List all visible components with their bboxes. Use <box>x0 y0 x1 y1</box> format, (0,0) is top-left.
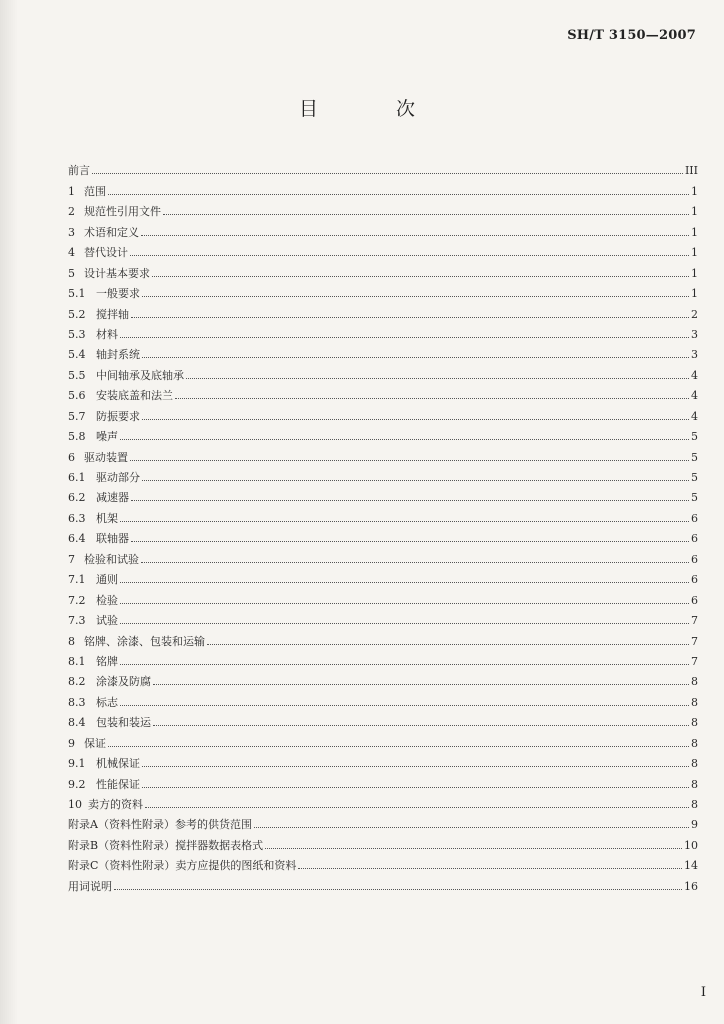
toc-leader-dots <box>114 889 682 890</box>
toc-entry-title: 机架 <box>96 511 118 525</box>
toc-entry-title: 规范性引用文件 <box>84 205 161 219</box>
toc-leader-dots <box>120 623 689 624</box>
toc-entry[interactable] <box>68 403 698 423</box>
toc-leader-dots <box>108 746 689 747</box>
toc-entry-title: 替代设计 <box>84 246 128 260</box>
toc-entry-title: 通则 <box>96 573 118 587</box>
toc-entry-page: 1 <box>691 205 698 219</box>
toc-leader-dots <box>175 398 689 399</box>
toc-entry-title: 轴封系统 <box>96 348 140 362</box>
toc-entry-number: 7 <box>68 552 75 566</box>
toc-entry-page: 6 <box>691 552 698 566</box>
toc-entry-number: 9.2 <box>68 777 86 791</box>
toc-entry[interactable] <box>68 424 698 444</box>
toc-entry[interactable] <box>68 689 698 709</box>
toc-entry-page: 16 <box>684 879 698 893</box>
toc-entry-number: 6.4 <box>68 532 86 546</box>
toc-entry-title: 搅拌轴 <box>96 307 129 321</box>
toc-entry-title: 附录B（资料性附录）搅拌器数据表格式 <box>68 838 264 852</box>
toc-leader-dots <box>142 766 689 767</box>
toc-entry-page: 2 <box>691 307 698 321</box>
toc-entry[interactable] <box>68 751 698 771</box>
toc-leader-dots <box>207 644 689 645</box>
toc-entry-number: 5.6 <box>68 389 86 403</box>
toc-entry-number: 9 <box>68 736 75 750</box>
toc-entry[interactable] <box>68 832 698 852</box>
toc-leader-dots <box>120 439 689 440</box>
toc-entry[interactable] <box>68 158 698 178</box>
toc-leader-dots <box>153 725 689 726</box>
toc-entry-title: 机械保证 <box>96 757 140 771</box>
toc-entry[interactable] <box>68 608 698 628</box>
toc-leader-dots <box>142 419 689 420</box>
toc-entry[interactable] <box>68 219 698 239</box>
toc-entry-title: 保证 <box>84 736 106 750</box>
standard-number: SH/T 3150—2007 <box>567 28 696 43</box>
toc-entry-title: 设计基本要求 <box>84 266 150 280</box>
toc-entry-title: 一般要求 <box>96 287 140 301</box>
toc-entry-number: 8.4 <box>68 716 86 730</box>
toc-leader-dots <box>265 848 682 849</box>
toc-entry-page: 5 <box>691 491 698 505</box>
toc-entry-title: 铭牌、涂漆、包装和运输 <box>84 634 205 648</box>
toc-entry-page: 9 <box>691 818 698 832</box>
toc-entry-page: 1 <box>691 287 698 301</box>
toc-entry-number: 2 <box>68 205 75 219</box>
toc-leader-dots <box>92 173 683 174</box>
toc-entry-title: 试验 <box>96 614 118 628</box>
toc-leader-dots <box>120 705 689 706</box>
toc-entry-number: 1 <box>68 184 75 198</box>
toc-entry-title: 驱动装置 <box>84 450 128 464</box>
toc-entry[interactable] <box>68 669 698 689</box>
toc-entry[interactable] <box>68 567 698 587</box>
toc-entry[interactable] <box>68 853 698 873</box>
toc-entry-number: 5.8 <box>68 430 86 444</box>
toc-leader-dots <box>108 194 689 195</box>
toc-entry[interactable] <box>68 465 698 485</box>
toc-entry[interactable] <box>68 649 698 669</box>
toc-entry-title: 附录A（资料性附录）参考的供货范围 <box>68 818 252 832</box>
toc-entry-page: 7 <box>691 654 698 668</box>
toc-entry[interactable] <box>68 322 698 342</box>
toc-entry-title: 包装和装运 <box>96 716 151 730</box>
toc-entry-title: 防振要求 <box>96 409 140 423</box>
toc-entry[interactable] <box>68 178 698 198</box>
toc-entry-number: 8.1 <box>68 654 86 668</box>
toc-entry-page: 5 <box>691 450 698 464</box>
toc-entry-page: 4 <box>691 409 698 423</box>
toc-entry-number: 5.3 <box>68 327 86 341</box>
toc-entry-number: 6 <box>68 450 75 464</box>
toc-entry-page: 4 <box>691 368 698 382</box>
toc-leader-dots <box>141 235 689 236</box>
toc-entry-number: 5.5 <box>68 368 86 382</box>
footer-page-number: I <box>700 985 706 1000</box>
toc-entry-title: 噪声 <box>96 430 118 444</box>
toc-entry-page: 7 <box>691 634 698 648</box>
toc-entry-title: 材料 <box>96 327 118 341</box>
toc-entry-title: 性能保证 <box>96 777 140 791</box>
toc-entry-page: 1 <box>691 184 698 198</box>
toc-entry-page: 6 <box>691 511 698 525</box>
toc-entry[interactable] <box>68 730 698 750</box>
toc-entry-number: 10 <box>68 798 82 811</box>
toc-entry-page: 6 <box>691 532 698 546</box>
toc-entry-number: 5 <box>68 266 75 280</box>
toc-leader-dots <box>142 296 689 297</box>
toc-leader-dots <box>120 582 689 583</box>
toc-entry-number: 4 <box>68 246 75 260</box>
toc-entry-number: 7.1 <box>68 573 86 587</box>
toc-entry-number: 7.3 <box>68 614 86 628</box>
toc-entry[interactable] <box>68 240 698 260</box>
toc-entry[interactable] <box>68 526 698 546</box>
toc-entry[interactable] <box>68 505 698 525</box>
toc-entry-title: 联轴器 <box>96 532 129 546</box>
toc-entry-page: 4 <box>691 389 698 403</box>
toc-leader-dots <box>153 684 689 685</box>
toc-entry-page: 1 <box>691 246 698 260</box>
toc-entry[interactable] <box>68 383 698 403</box>
toc-leader-dots <box>131 500 689 501</box>
toc-leader-dots <box>186 378 689 379</box>
toc-leader-dots <box>130 255 689 256</box>
toc-entry-title: 范围 <box>84 184 106 198</box>
toc-leader-dots <box>142 480 689 481</box>
toc-entry-number: 5.4 <box>68 348 86 362</box>
toc-leader-dots <box>141 562 689 563</box>
toc-entry-page: 7 <box>691 614 698 628</box>
toc-entry-title: 标志 <box>96 695 118 709</box>
toc-title: 目 次 <box>298 98 452 120</box>
toc-entry-number: 5.7 <box>68 409 86 423</box>
toc-leader-dots <box>120 521 689 522</box>
toc-leader-dots <box>152 276 689 277</box>
toc-entry-page: 3 <box>691 327 698 341</box>
toc-entry-title: 减速器 <box>96 491 129 505</box>
toc-entry-title: 卖方的资料 <box>88 798 143 811</box>
toc-entry-page: 6 <box>691 593 698 607</box>
toc-entry-page: 8 <box>691 736 698 750</box>
toc-entry-title: 安装底盖和法兰 <box>96 389 173 403</box>
toc-entry-number: 6.1 <box>68 471 86 484</box>
toc-entry[interactable] <box>68 873 698 893</box>
toc-entry-page: 5 <box>691 471 698 484</box>
toc-entry-page: 8 <box>691 777 698 791</box>
toc-entry-page: 1 <box>691 225 698 239</box>
toc-leader-dots <box>131 317 689 318</box>
toc-entry-number: 8.2 <box>68 675 86 689</box>
toc-leader-dots <box>120 664 689 665</box>
toc-entry-page: 5 <box>691 430 698 444</box>
toc-entry-title: 前言 <box>68 164 90 178</box>
toc-entry[interactable] <box>68 281 698 301</box>
toc-entry-page: 1 <box>691 266 698 280</box>
toc-entry-page: 3 <box>691 348 698 362</box>
toc-entry-number: 9.1 <box>68 757 86 771</box>
toc-entry-page: 8 <box>691 695 698 709</box>
toc-entry-number: 5.2 <box>68 307 86 321</box>
toc-entry-title: 检验和试验 <box>84 552 139 566</box>
toc-leader-dots <box>298 868 682 869</box>
toc-entry-number: 6.2 <box>68 491 86 505</box>
toc-leader-dots <box>130 460 689 461</box>
toc-leader-dots <box>131 541 689 542</box>
toc-entry-page: 14 <box>684 859 698 873</box>
toc-leader-dots <box>254 827 689 828</box>
toc-entry-title: 涂漆及防腐 <box>96 675 151 689</box>
toc-entry-title: 用词说明 <box>68 879 112 893</box>
toc-leader-dots <box>142 787 689 788</box>
toc-entry[interactable] <box>68 771 698 791</box>
toc-entry[interactable] <box>68 812 698 832</box>
toc-entry-title: 中间轴承及底轴承 <box>96 368 184 382</box>
toc-entry-title: 铭牌 <box>96 654 118 668</box>
toc-entry-page: 8 <box>691 798 698 811</box>
toc-entry-title: 附录C（资料性附录）卖方应提供的图纸和资料 <box>68 859 297 873</box>
toc-entry-page: 8 <box>691 675 698 689</box>
toc-entry-page: 6 <box>691 573 698 587</box>
toc-entry[interactable] <box>68 362 698 382</box>
toc-leader-dots <box>142 357 689 358</box>
toc-entry-number: 5.1 <box>68 287 86 301</box>
toc-entry[interactable] <box>68 485 698 505</box>
toc-entry-page: 8 <box>691 757 698 771</box>
toc-entry[interactable] <box>68 628 698 648</box>
toc-leader-dots <box>120 603 689 604</box>
toc-leader-dots <box>145 807 689 808</box>
toc-entry[interactable] <box>68 301 698 321</box>
toc-entry-page: 10 <box>684 838 698 852</box>
toc-entry[interactable] <box>68 587 698 607</box>
toc-entry[interactable] <box>68 444 698 464</box>
toc-entry-title: 驱动部分 <box>96 471 140 484</box>
toc-entry[interactable] <box>68 342 698 362</box>
toc-entry-number: 7.2 <box>68 593 86 607</box>
toc-entry-page: 8 <box>691 716 698 730</box>
page-edge-shadow <box>0 0 18 1024</box>
toc-entry-number: 3 <box>68 225 75 239</box>
toc-entry-number: 8 <box>68 634 75 648</box>
toc-entry[interactable] <box>68 199 698 219</box>
toc-entry-title: 检验 <box>96 593 118 607</box>
toc-entry-page: III <box>684 164 698 178</box>
toc-entry[interactable] <box>68 792 698 812</box>
toc-leader-dots <box>120 337 689 338</box>
toc-entry[interactable] <box>68 260 698 280</box>
toc-entry-number: 6.3 <box>68 511 86 525</box>
toc-entry[interactable] <box>68 710 698 730</box>
toc-entry-number: 8.3 <box>68 695 86 709</box>
toc-list <box>68 158 698 894</box>
toc-entry[interactable] <box>68 546 698 566</box>
toc-leader-dots <box>163 214 689 215</box>
toc-entry-title: 术语和定义 <box>84 225 139 239</box>
